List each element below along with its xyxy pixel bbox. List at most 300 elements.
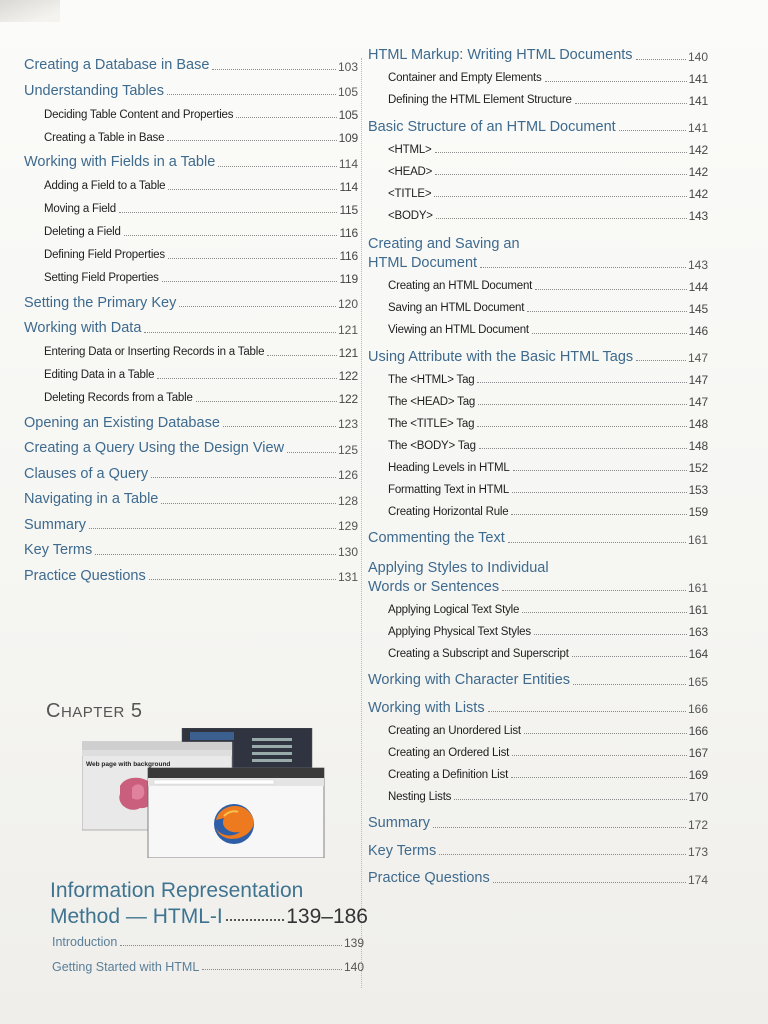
toc-entry-page: 131: [337, 570, 358, 584]
toc-entry-page: 173: [687, 845, 708, 860]
toc-entry: [24, 370, 358, 382]
leader-dots: [196, 401, 337, 402]
toc-entry-page: 146: [688, 323, 708, 338]
toc-entry: [368, 648, 708, 660]
toc-entry-page: 167: [688, 746, 708, 761]
page-fold-corner: [0, 0, 60, 22]
leader-dots: [168, 189, 337, 190]
toc-entry: [368, 350, 708, 365]
toc-entry-title: Working with Fields in a Table: [24, 154, 216, 170]
toc-entry-title: Opening an Existing Database: [24, 414, 220, 431]
chapter-heading: [46, 700, 142, 723]
toc-entry-row: [368, 48, 708, 63]
toc-entry-page: 163: [688, 625, 708, 640]
toc-entry-row: [368, 166, 708, 178]
toc-entry-row: [368, 418, 708, 430]
toc-entry-page: 122: [338, 391, 358, 406]
chapter-screenshot-illustration: [82, 728, 326, 858]
toc-entry-page: 172: [687, 817, 708, 832]
toc-entry: [368, 303, 708, 315]
leader-dots: [479, 448, 687, 449]
toc-entry: [368, 844, 708, 859]
toc-entry: [368, 95, 708, 107]
toc-entry: [368, 120, 708, 135]
toc-entry-row: [24, 250, 358, 262]
leader-dots: [522, 612, 686, 613]
leader-dots: [151, 477, 336, 478]
chapter-page-range: 139–186: [286, 905, 368, 929]
leader-dots: [636, 360, 686, 361]
toc-entry-row: [368, 462, 708, 474]
toc-entry-title: Summary: [24, 516, 87, 533]
toc-entry: [368, 531, 708, 546]
toc-entry-row: [368, 769, 708, 781]
toc-entry-page: 142: [688, 143, 708, 157]
toc-entry-title: Saving an HTML Document: [388, 302, 525, 315]
toc-entry-row: [24, 518, 358, 533]
toc-entry: [368, 484, 708, 496]
leader-dots: [124, 235, 338, 236]
toc-entry-row: [368, 816, 708, 831]
toc-entry-page: 114: [338, 156, 358, 171]
toc-entry-page: 141: [688, 71, 708, 86]
toc-entry: [368, 604, 708, 616]
firefox-logo-icon: [214, 804, 254, 844]
toc-entry: [24, 132, 358, 144]
toc-entry: [24, 181, 358, 193]
leader-dots: [534, 634, 687, 635]
toc-entry-title: Clauses of a Query: [24, 465, 149, 482]
toc-entry-page: 140: [343, 960, 364, 974]
toc-entry-title: Summary: [368, 815, 431, 832]
toc-entry-page: 126: [337, 468, 358, 482]
toc-entry-title: Navigating in a Table: [24, 491, 159, 507]
toc-entry-title: <TITLE>: [388, 187, 432, 200]
toc-entry-row: [24, 492, 358, 507]
toc-entry: [24, 321, 358, 336]
leader-dots: [636, 59, 686, 60]
toc-entry: [24, 296, 358, 311]
toc-entry: [368, 816, 708, 831]
toc-entry-title: Practice Questions: [24, 567, 146, 584]
chapter-label-initial: C: [46, 700, 61, 722]
toc-entry-row: [24, 132, 358, 144]
leader-dots: [535, 289, 686, 290]
toc-entry-row: [368, 188, 708, 200]
toc-entry-title: Using Attribute with the Basic HTML Tags: [368, 348, 634, 365]
toc-entry-title: HTML Markup: Writing HTML Documents: [368, 47, 633, 63]
toc-entry-page: 153: [688, 483, 708, 498]
toc-entry-row: [368, 374, 708, 386]
toc-entry-page: 148: [688, 439, 708, 454]
toc-entry-title: Creating a Table in Base: [44, 131, 165, 144]
toc-entry-row: [368, 871, 708, 886]
toc-entry: [368, 701, 708, 716]
leader-dots: [488, 711, 686, 712]
toc-entry-row: [24, 296, 358, 311]
toc-entry-title: Working with Lists: [368, 699, 485, 716]
toc-entry-title: Moving a Field: [44, 203, 116, 215]
toc-entry: [368, 418, 708, 430]
toc-entry-page: 142: [688, 187, 708, 201]
toc-entry-page: 119: [339, 271, 358, 286]
toc-entry-title: Setting Field Properties: [44, 272, 159, 284]
toc-entry-title: Creating a Database in Base: [24, 57, 210, 73]
toc-entry-page: 164: [688, 647, 708, 662]
toc-entry-title: Creating a Query Using the Design View: [24, 440, 285, 456]
toc-entry: [24, 569, 358, 584]
toc-entry-page: 121: [337, 322, 358, 337]
toc-left-column: [24, 58, 358, 583]
toc-entry-page: 139: [343, 935, 364, 950]
toc-entry-row: [52, 961, 364, 974]
toc-entry-row: [368, 673, 708, 688]
screenshot-caption: Web page with background: [86, 761, 171, 768]
toc-entry-row: [368, 144, 708, 156]
toc-entry: [24, 543, 358, 558]
toc-entry: [24, 250, 358, 262]
leader-dots: [532, 333, 687, 334]
leader-dots: [287, 452, 336, 453]
toc-entry-row: [368, 701, 708, 716]
toc-left-column-bottom: [52, 936, 364, 973]
toc-entry: [24, 58, 358, 73]
chapter-number: 5: [130, 700, 143, 722]
toc-entry-title: Getting Started with HTML: [52, 959, 200, 974]
toc-entry-row: [368, 440, 708, 452]
leader-dots: [436, 218, 687, 219]
leader-dots: [545, 81, 687, 82]
leader-dots: [168, 258, 338, 259]
toc-entry-page: 148: [688, 417, 708, 432]
toc-entry-row: [368, 506, 708, 518]
toc-entry-row: [368, 725, 708, 737]
toc-entry-row: [24, 321, 358, 336]
toc-entry-page: 130: [337, 544, 358, 559]
toc-entry: [368, 325, 708, 337]
toc-entry-row: [24, 181, 358, 193]
toc-entry: [52, 961, 364, 974]
toc-entry-page: 169: [688, 768, 708, 783]
leader-dots: [508, 542, 686, 543]
toc-entry-page: 103: [337, 59, 358, 74]
toc-entry-title: Adding a Field to a Table: [44, 180, 166, 192]
leader-dots: [477, 426, 686, 427]
toc-entry-page: 143: [688, 209, 708, 223]
toc-entry-page: 144: [688, 279, 708, 294]
toc-entry-page: 141: [687, 121, 708, 135]
toc-entry: [368, 374, 708, 386]
toc-entry: [368, 673, 708, 688]
toc-entry-title: Container and Empty Elements: [388, 72, 542, 84]
toc-entry-row: [24, 155, 358, 170]
leader-dots: [161, 503, 336, 504]
toc-entry-title-line: Applying Styles to Individual: [368, 559, 549, 576]
toc-entry-row: [368, 747, 708, 759]
toc-entry: [368, 166, 708, 178]
toc-entry-row: [368, 844, 708, 859]
leader-dots: [202, 969, 342, 970]
toc-entry-title: Defining the HTML Element Structure: [388, 94, 572, 106]
toc-entry-title: Entering Data or Inserting Records in a Table: [44, 346, 265, 358]
leader-dots: [524, 733, 687, 734]
toc-entry-row: [24, 84, 358, 99]
toc-entry-page: 105: [338, 108, 358, 122]
toc-entry-page: 161: [688, 603, 708, 618]
toc-entry-title: Deciding Table Content and Properties: [44, 108, 234, 121]
toc-entry-page: 116: [339, 248, 358, 263]
leader-dots: [477, 382, 686, 383]
leader-dots: [480, 267, 686, 268]
toc-entry-title: Key Terms: [368, 842, 437, 859]
toc-entry-row: [24, 109, 358, 121]
toc-entry-title: The <HEAD> Tag: [388, 395, 476, 408]
toc-entry-page: 161: [687, 532, 708, 547]
toc-entry-row: [368, 396, 708, 408]
toc-entry-title: Creating an Unordered List: [388, 724, 521, 737]
toc-entry-title: Introduction: [52, 935, 118, 949]
leader-dots: [439, 854, 686, 855]
toc-entry: [368, 725, 708, 737]
toc-entry-row: [24, 393, 358, 405]
leader-dots: [179, 306, 336, 307]
leader-dots: [513, 470, 687, 471]
leader-dots: [619, 130, 686, 131]
toc-entry-title: Creating Horizontal Rule: [388, 505, 509, 518]
toc-entry: [24, 109, 358, 121]
toc-entry: [368, 396, 708, 408]
toc-entry-page: 159: [688, 505, 708, 520]
leader-dots: [511, 514, 686, 515]
toc-entry-row: [368, 73, 708, 85]
toc-entry-row: [24, 543, 358, 558]
toc-entry-row: [24, 273, 358, 285]
toc-entry-page: 145: [688, 301, 708, 316]
toc-entry: [368, 462, 708, 474]
toc-entry-page: 174: [687, 872, 708, 887]
toc-entry-page: 141: [688, 93, 708, 108]
toc-entry-title: Creating an Ordered List: [388, 746, 510, 759]
toc-entry-row: [368, 791, 708, 803]
chapter-title-line1: Information Representation: [50, 879, 304, 902]
toc-entry-row: [368, 281, 708, 293]
toc-entry-title: Creating an HTML Document: [388, 280, 533, 293]
toc-entry-title: Heading Levels in HTML: [388, 461, 510, 474]
toc-entry-page: 109: [338, 131, 358, 145]
leader-dots: [511, 777, 686, 778]
toc-entry-title: Applying Logical Text Style: [388, 603, 520, 616]
toc-entry-page: 147: [688, 395, 708, 410]
toc-entry-page: 147: [687, 351, 708, 366]
leader-dots: [454, 799, 686, 800]
leader-dots: [512, 755, 686, 756]
leader-dots: [162, 281, 338, 282]
toc-entry-row: [24, 467, 358, 482]
toc-entry-row: [368, 303, 708, 315]
toc-entry-title: Working with Data: [24, 320, 142, 336]
toc-entry-title-line: Creating and Saving an: [368, 236, 520, 252]
toc-entry-row: [368, 120, 708, 135]
toc-entry: [24, 416, 358, 431]
toc-entry-title: Formatting Text in HTML: [388, 483, 510, 496]
toc-entry: [24, 227, 358, 239]
toc-entry-title: The <HTML> Tag: [388, 373, 475, 386]
leader-dots: [167, 140, 336, 141]
toc-entry-row: [24, 204, 358, 216]
toc-entry-page: 143: [687, 257, 708, 272]
toc-entry: [24, 492, 358, 507]
toc-entry-page: 115: [339, 202, 358, 217]
toc-entry-page: 105: [337, 85, 358, 99]
toc-entry: [24, 204, 358, 216]
toc-entry: [368, 188, 708, 200]
toc-entry-page: 152: [688, 461, 708, 476]
leader-dots: [120, 945, 342, 946]
toc-entry-page: 170: [688, 790, 708, 805]
leader-dots: [226, 919, 285, 921]
leader-dots: [575, 103, 687, 104]
chapter-title: [50, 876, 368, 927]
toc-entry-row: [24, 347, 358, 359]
leader-dots: [435, 174, 686, 175]
toc-entry-page: 128: [337, 493, 358, 508]
toc-entry-title: Editing Data in a Table: [44, 369, 155, 381]
leader-dots: [502, 590, 686, 591]
toc-entry-row: [52, 936, 364, 949]
toc-entry: [368, 281, 708, 293]
toc-entry-title: Setting the Primary Key: [24, 294, 177, 311]
toc-entry-title: Key Terms: [24, 542, 93, 558]
toc-entry-title: <BODY>: [388, 209, 433, 222]
toc-entry: [368, 144, 708, 156]
leader-dots: [212, 69, 336, 70]
leader-dots: [527, 311, 686, 312]
toc-entry-title: Deleting a Field: [44, 226, 121, 238]
leader-dots: [218, 166, 337, 167]
toc-entry-page: 161: [687, 581, 708, 596]
toc-entry-row: [24, 441, 358, 456]
toc-entry-row: [24, 58, 358, 73]
toc-entry-title: Working with Character Entities: [368, 672, 571, 689]
toc-entry-row: [368, 210, 708, 222]
toc-entry: [24, 347, 358, 359]
toc-entry-row: [24, 569, 358, 584]
leader-dots: [95, 554, 336, 555]
toc-entry: [368, 48, 708, 63]
toc-entry-title: <HEAD>: [388, 165, 433, 178]
toc-entry: [368, 871, 708, 886]
toc-entry-title: Creating a Definition List: [388, 768, 509, 781]
leader-dots: [493, 882, 686, 883]
toc-entry-page: 166: [687, 702, 708, 717]
leader-dots: [144, 332, 336, 333]
toc-entry: [368, 769, 708, 781]
toc-entry-page: 120: [337, 297, 358, 311]
toc-entry: [368, 626, 708, 638]
toc-entry-page: 123: [337, 417, 358, 431]
chapter-title-text: Method — HTML-I: [50, 905, 223, 929]
toc-entry-page: 147: [688, 373, 708, 388]
toc-entry-page: 165: [687, 674, 708, 689]
toc-entry-row: [368, 531, 708, 546]
chapter-title-line2: [50, 906, 368, 927]
toc-entry-title: Defining Field Properties: [44, 249, 165, 261]
toc-entry-title: The <TITLE> Tag: [388, 417, 475, 430]
toc-entry: [368, 506, 708, 518]
toc-entry-title: Commenting the Text: [368, 530, 505, 547]
toc-entry-row: [368, 256, 708, 271]
toc-entry-row: [24, 227, 358, 239]
toc-entry-title: Applying Physical Text Styles: [388, 625, 531, 638]
toc-entry: [24, 393, 358, 405]
toc-entry-page: 129: [337, 519, 358, 533]
leader-dots: [236, 117, 336, 118]
leader-dots: [573, 684, 686, 685]
leader-dots: [433, 827, 686, 828]
toc-entry: [24, 84, 358, 99]
toc-entry-title: Creating a Subscript and Superscript: [388, 647, 569, 660]
leader-dots: [267, 355, 336, 356]
chapter-label-rest: HAPTER: [60, 704, 125, 721]
toc-entry: [52, 936, 364, 949]
leader-dots: [157, 378, 336, 379]
toc-entry: [368, 210, 708, 222]
leader-dots: [223, 426, 336, 427]
toc-entry: [24, 155, 358, 170]
toc-entry-page: 140: [687, 49, 708, 64]
toc-entry-row: [368, 350, 708, 365]
toc-entry-page: 121: [338, 345, 358, 360]
toc-entry-row: [368, 604, 708, 616]
leader-dots: [512, 492, 686, 493]
leader-dots: [434, 196, 686, 197]
toc-entry-page: 125: [337, 442, 358, 457]
toc-entry-title: The <BODY> Tag: [388, 439, 476, 452]
toc-right-column: [368, 48, 708, 886]
toc-entry-title: Viewing an HTML Document: [388, 324, 529, 337]
leader-dots: [119, 212, 337, 213]
toc-entry-page: 122: [338, 368, 358, 383]
toc-entry: [368, 747, 708, 759]
toc-entry-title: Words or Sentences: [368, 578, 500, 595]
toc-entry-title: Practice Questions: [368, 870, 490, 887]
leader-dots: [572, 656, 687, 657]
toc-entry: [24, 467, 358, 482]
toc-entry-title: Basic Structure of an HTML Document: [368, 118, 616, 135]
toc-entry-row: [368, 95, 708, 107]
leader-dots: [89, 528, 336, 529]
toc-entry: [24, 441, 358, 456]
toc-entry-row: [368, 580, 708, 595]
toc-entry-title: HTML Document: [368, 255, 478, 272]
toc-entry: [368, 791, 708, 803]
toc-entry: [24, 518, 358, 533]
toc-entry: [368, 235, 708, 271]
leader-dots: [435, 152, 687, 153]
leader-dots: [167, 94, 336, 95]
toc-entry-row: [368, 626, 708, 638]
toc-entry-row: [24, 370, 358, 382]
toc-entry-row: [368, 648, 708, 660]
toc-entry-title: Deleting Records from a Table: [44, 392, 193, 404]
toc-entry-page: 142: [688, 165, 708, 179]
toc-entry-title: Understanding Tables: [24, 82, 164, 99]
toc-entry-page: 116: [339, 225, 358, 240]
toc-entry: [24, 273, 358, 285]
toc-entry-title: <HTML>: [388, 143, 432, 156]
toc-entry: [368, 440, 708, 452]
toc-entry-page: 114: [339, 179, 358, 194]
